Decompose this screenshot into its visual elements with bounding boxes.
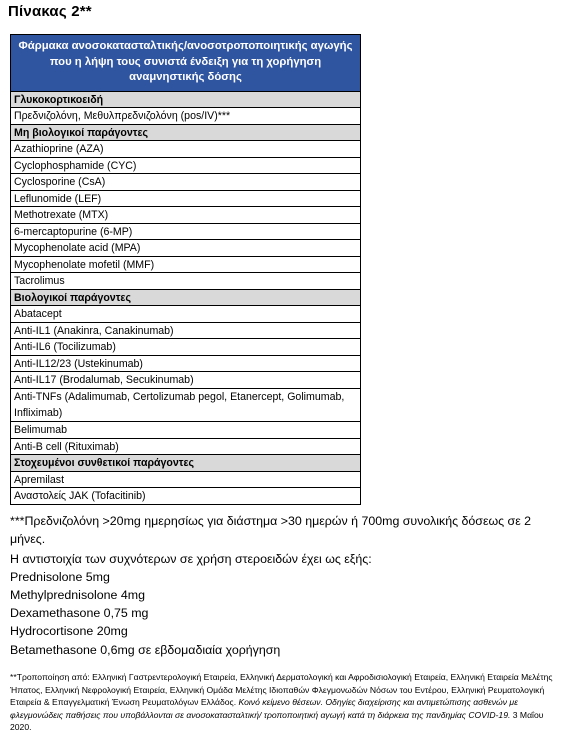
drug-name: Leflunomide (LEF) (11, 190, 361, 207)
drug-row (11, 273, 361, 290)
table-header-row (11, 35, 361, 92)
drug-row (11, 488, 361, 505)
table-body (11, 91, 361, 504)
drug-row (11, 223, 361, 240)
drug-name: Anti-IL17 (Brodalumab, Secukinumab) (11, 372, 361, 389)
dosage-note-intro: Η αντιστοιχία των συχνότερων σε χρήση στεροειδών έχει ως εξής: (10, 551, 372, 566)
dosage-note-item: Dexamethasone 0,75 mg (10, 606, 149, 621)
footnote-date: 3 Μαΐου 2020. (10, 709, 544, 733)
drug-row (11, 322, 361, 339)
drug-row (11, 388, 361, 422)
drug-table (10, 34, 361, 505)
drug-name: Anti-B cell (Rituximab) (11, 438, 361, 455)
drug-name: Mycophenolate acid (MPA) (11, 240, 361, 257)
drug-name: Anti-IL1 (Anakinra, Canakinumab) (11, 322, 361, 339)
category-label: Βιολογικοί παράγοντες (11, 289, 361, 306)
footnote-document-title: Κοινό κείμενο θέσεων. Οδηγίες διαχείρισης και αντιμετώπισης ασθενών με φλεγμονώδεις παθήσεις που υποβάλλονται σε ανοσοκατασταλτική/ τροποποιητική αγωγή κατά τη διάρκεια της πανδημίας COVID-19. (10, 697, 518, 720)
drug-row (11, 157, 361, 174)
dosage-note-item: Methylprednisolone 4mg (10, 588, 145, 602)
drug-row (11, 339, 361, 356)
drug-row (11, 471, 361, 488)
category-row (11, 455, 361, 472)
page-title: Πίνακας 2** (8, 3, 92, 20)
drug-row (11, 422, 361, 439)
category-label: Στοχευμένοι συνθετικοί παράγοντες (11, 455, 361, 472)
drug-name: Πρεδνιζολόνη, Μεθυλπρεδνιζολόνη (pos/IV)*** (11, 108, 361, 125)
source-footnote (10, 671, 558, 734)
dosage-note-item: Betamethasone 0,6mg σε εβδομαδιαία χορήγηση (10, 642, 281, 657)
drug-row (11, 207, 361, 224)
category-row (11, 124, 361, 141)
footnote-source: **Τροποποίηση από: Ελληνική Γαστρεντερολογική Εταιρεία, Ελληνική Δερματολογική και Αφροδισιολογική Εταιρεία, Ελληνική Εταιρεία Μελέτης Ήπατος, Ελληνική Νεφρολογική Εταιρεία, Ελληνική Ομάδα Μελέτης Ιδιοπαθών Φλεγμονωδών Νόσων του Εντέρου, Ελληνική Ρευματολογική Εταιρεία & Επαγγελματική Ένωση Ρευματολόγων Ελλάδος. (10, 672, 553, 708)
drug-row (11, 174, 361, 191)
dosage-note-item: Hydrocortisone 20mg (10, 624, 128, 639)
drug-name: Anti-IL6 (Tocilizumab) (11, 339, 361, 356)
category-label: Γλυκοκορτικοειδή (11, 91, 361, 108)
drug-name: Anti-TNFs (Adalimumab, Certolizumab pegol, Etanercept, Golimumab, Infliximab) (11, 388, 361, 422)
drug-name: Apremilast (11, 471, 361, 488)
drug-row (11, 108, 361, 125)
drug-name: Cyclosporine (CsA) (11, 174, 361, 191)
table-header: Φάρμακα ανοσοκατασταλτικής/ανοσοτροποποιητικής αγωγής που η λήψη τους συνιστά ένδειξη για τη χορήγηση αναμνηστικής δόσης (11, 35, 361, 92)
dosage-notes (10, 513, 560, 659)
drug-name: Tacrolimus (11, 273, 361, 290)
drug-row (11, 256, 361, 273)
drug-row (11, 438, 361, 455)
drug-row (11, 190, 361, 207)
dosage-note-item: Prednisolone 5mg (10, 569, 110, 584)
drug-row (11, 355, 361, 372)
drug-row (11, 240, 361, 257)
drug-row (11, 372, 361, 389)
drug-name: Cyclophosphamide (CYC) (11, 157, 361, 174)
category-label: Μη βιολογικοί παράγοντες (11, 124, 361, 141)
drug-name: 6-mercaptopurine (6-MP) (11, 223, 361, 240)
drug-name: Belimumab (11, 422, 361, 439)
drug-name: Azathioprine (AZA) (11, 141, 361, 158)
category-row (11, 91, 361, 108)
drug-row (11, 306, 361, 323)
dosage-note-threshold: ***Πρεδνιζολόνη >20mg ημερησίως για διάστημα >30 ημερών ή 700mg συνολικής δόσεως σε 2 μήνες. (10, 514, 532, 546)
drug-name: Methotrexate (MTX) (11, 207, 361, 224)
drug-row (11, 141, 361, 158)
drug-name: Abatacept (11, 306, 361, 323)
drug-name: Mycophenolate mofetil (MMF) (11, 256, 361, 273)
drug-name: Αναστολείς JAK (Tofacitinib) (11, 488, 361, 505)
drug-name: Anti-IL12/23 (Ustekinumab) (11, 355, 361, 372)
category-row (11, 289, 361, 306)
